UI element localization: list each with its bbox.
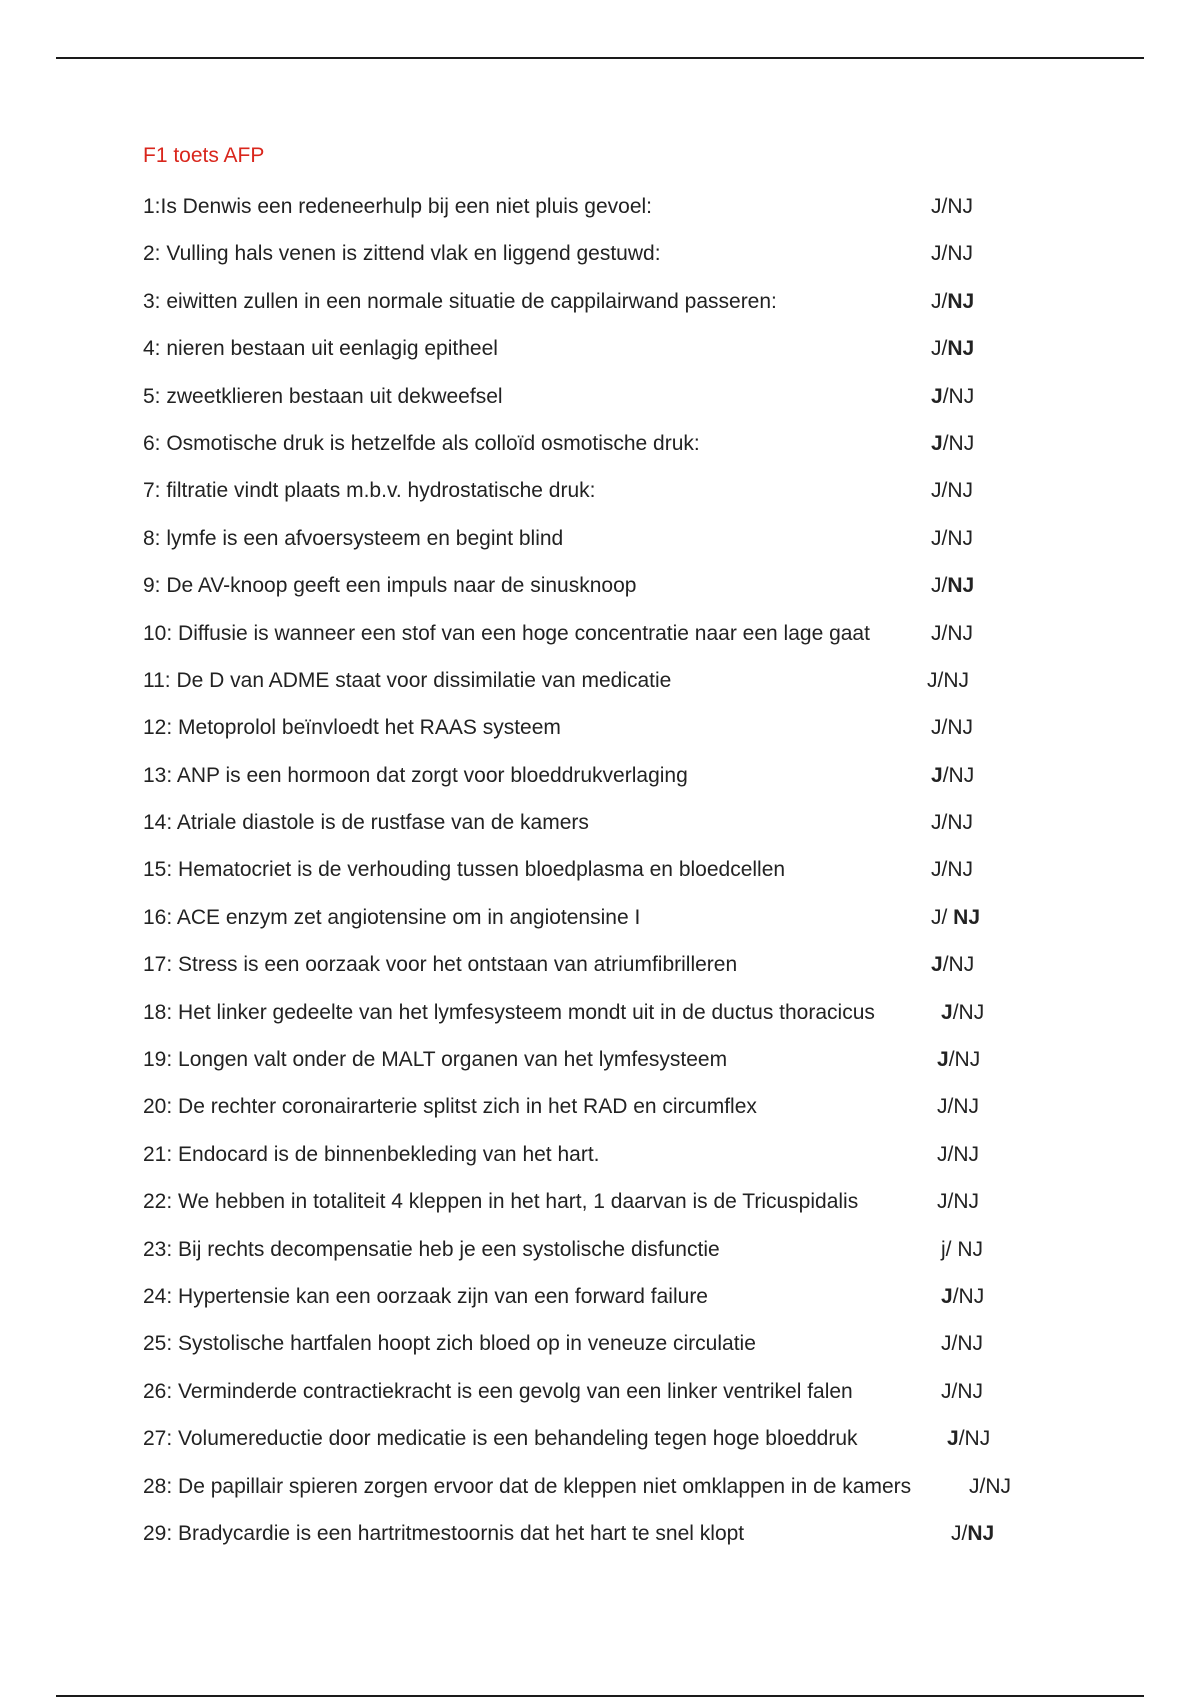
answer-option: NJ: [953, 1142, 980, 1166]
question-text: 23: Bij rechts decompensatie heb je een systolische disfunctie: [143, 1237, 720, 1261]
question-row: [143, 193, 1043, 240]
question-text: 28: De papillair spieren zorgen ervoor dat de kleppen niet omklappen in de kamers: [143, 1474, 912, 1498]
answer-option: J: [941, 1379, 952, 1403]
answer-option: NJ: [947, 289, 975, 313]
answer-options: [937, 1093, 979, 1121]
answer-options: [941, 1236, 983, 1264]
question-text: 10: Diffusie is wanneer een stof van een hoge concentratie naar een lage gaat: [143, 621, 870, 645]
answer-option: NJ: [953, 1095, 980, 1119]
answer-separator: /: [942, 953, 949, 977]
answer-options: [931, 762, 974, 790]
answer-options: [937, 1141, 979, 1169]
answer-option: J: [931, 289, 942, 313]
answer-option: J: [931, 574, 942, 598]
answer-option: J: [969, 1474, 980, 1498]
answer-option: J: [947, 1427, 959, 1451]
answer-option: J: [931, 621, 942, 645]
header-rule: [56, 57, 1144, 59]
answer-option: NJ: [947, 195, 974, 218]
question-text: 5: zweetklieren bestaan uit dekweefsel: [143, 384, 503, 408]
answer-option: NJ: [948, 431, 975, 455]
answer-separator: /: [942, 431, 949, 455]
answer-separator: /: [945, 1237, 958, 1261]
answer-option: NJ: [953, 1190, 980, 1214]
question-row: [143, 525, 1043, 572]
answer-option: J: [931, 242, 942, 266]
answer-options: [931, 951, 974, 979]
question-text: 12: Metoprolol beïnvloedt het RAAS systeem: [143, 716, 561, 740]
answer-option: NJ: [947, 716, 974, 740]
answer-separator: /: [951, 1379, 958, 1403]
answer-separator: /: [941, 195, 948, 218]
answer-option: NJ: [967, 1521, 995, 1545]
answer-separator: /: [951, 1332, 958, 1356]
answer-options: [969, 1473, 1011, 1501]
question-row: [143, 477, 1043, 524]
answer-separator: /: [942, 763, 949, 787]
question-row: [143, 1425, 1043, 1472]
answer-option: J: [937, 1190, 948, 1214]
question-row: [143, 1330, 1043, 1377]
answer-option: J: [931, 905, 942, 929]
answer-option: J: [931, 811, 942, 835]
question-text: 11: De D van ADME staat voor dissimilatie van medicatie: [143, 668, 672, 692]
answer-option: J: [931, 716, 942, 740]
answer-option: NJ: [943, 668, 970, 692]
answer-separator: /: [941, 905, 954, 929]
question-row: [143, 430, 1043, 477]
answer-option: NJ: [947, 574, 975, 598]
question-text: 29: Bradycardie is een hartritmestoornis dat het hart te snel klopt: [143, 1521, 745, 1545]
answer-option: NJ: [958, 1000, 985, 1024]
question-row: [143, 1520, 1043, 1567]
question-list: [143, 193, 1043, 1567]
question-row: [143, 667, 1043, 714]
question-text: 18: Het linker gedeelte van het lymfesysteem mondt uit in de ductus thoracicus: [143, 1000, 875, 1024]
question-text: 15: Hematocriet is de verhouding tussen bloedplasma en bloedcellen: [143, 858, 786, 882]
question-text: 13: ANP is een hormoon dat zorgt voor bloeddrukverlaging: [143, 763, 688, 787]
answer-separator: /: [952, 1284, 959, 1308]
answer-separator: /: [958, 1427, 965, 1451]
answer-options: [931, 714, 973, 742]
answer-options: [941, 1330, 983, 1358]
answer-option: NJ: [947, 858, 974, 882]
answer-separator: /: [941, 574, 948, 598]
answer-options: [941, 1283, 984, 1311]
answer-option: NJ: [957, 1332, 984, 1356]
question-text: 8: lymfe is een afvoersysteem en begint blind: [143, 526, 564, 550]
question-row: [143, 1283, 1043, 1330]
answer-options: [947, 1425, 990, 1453]
answer-option: J: [927, 668, 938, 692]
answer-option: NJ: [947, 479, 974, 503]
question-row: [143, 335, 1043, 382]
question-row: [143, 572, 1043, 619]
question-row: [143, 951, 1043, 998]
answer-option: NJ: [954, 1048, 981, 1072]
answer-separator: /: [941, 337, 948, 361]
question-row: [143, 288, 1043, 335]
question-row: [143, 809, 1043, 856]
footer-rule: [56, 1695, 1144, 1697]
answer-options: [931, 572, 974, 600]
answer-options: [931, 809, 973, 837]
answer-options: [931, 383, 974, 411]
answer-option: NJ: [985, 1474, 1012, 1498]
answer-option: J: [931, 526, 942, 550]
question-text: 20: De rechter coronairarterie splitst zich in het RAD en circumflex: [143, 1095, 757, 1119]
answer-option: NJ: [947, 621, 974, 645]
question-text: 2: Vulling hals venen is zittend vlak en liggend gestuwd:: [143, 242, 661, 266]
answer-option: NJ: [964, 1427, 991, 1451]
answer-separator: /: [961, 1521, 968, 1545]
answer-separator: /: [952, 1000, 959, 1024]
question-row: [143, 620, 1043, 667]
answer-option: J: [931, 763, 943, 787]
question-text: 3: eiwitten zullen in een normale situatie de cappilairwand passeren:: [143, 289, 777, 313]
answer-separator: /: [947, 1142, 954, 1166]
answer-separator: /: [941, 858, 948, 882]
answer-option: NJ: [958, 1284, 985, 1308]
question-text: 27: Volumereductie door medicatie is een behandeling tegen hoge bloeddruk: [143, 1427, 858, 1451]
document-title: F1 toets AFP: [143, 144, 265, 167]
question-row: [143, 762, 1043, 809]
answer-option: NJ: [948, 953, 975, 977]
answer-separator: /: [941, 289, 948, 313]
answer-options: [931, 430, 974, 458]
question-text: 17: Stress is een oorzaak voor het ontstaan van atriumfibrilleren: [143, 953, 738, 977]
answer-options: [931, 620, 973, 648]
answer-options: [931, 477, 973, 505]
answer-option: NJ: [947, 811, 974, 835]
answer-option: J: [937, 1048, 949, 1072]
question-text: 9: De AV-knoop geeft een impuls naar de sinusknoop: [143, 574, 637, 598]
answer-option: NJ: [953, 905, 981, 929]
answer-separator: /: [941, 811, 948, 835]
answer-separator: /: [941, 526, 948, 550]
answer-option: J: [941, 1332, 952, 1356]
question-text: 6: Osmotische druk is hetzelfde als colloïd osmotische druk:: [143, 431, 700, 455]
answer-option: J: [931, 479, 942, 503]
question-row: [143, 999, 1043, 1046]
answer-separator: /: [948, 1048, 955, 1072]
answer-option: J: [931, 431, 943, 455]
answer-option: NJ: [947, 526, 974, 550]
question-text: 21: Endocard is de binnenbekleding van het hart.: [143, 1142, 600, 1166]
answer-option: J: [931, 195, 942, 218]
answer-options: [931, 904, 980, 932]
answer-options: [937, 1046, 980, 1074]
question-text: 4: nieren bestaan uit eenlagig epitheel: [143, 337, 498, 361]
answer-option: NJ: [957, 1237, 984, 1261]
answer-options: [941, 1378, 983, 1406]
question-text: 26: Verminderde contractiekracht is een gevolg van een linker ventrikel falen: [143, 1379, 853, 1403]
answer-separator: /: [947, 1095, 954, 1119]
answer-separator: /: [937, 668, 944, 692]
answer-separator: /: [941, 716, 948, 740]
answer-option: J: [941, 1000, 953, 1024]
answer-option: NJ: [948, 384, 975, 408]
question-row: [143, 1188, 1043, 1235]
question-text: 1:Is Denwis een redeneerhulp bij een niet pluis gevoel:: [143, 195, 652, 218]
answer-option: J: [931, 858, 942, 882]
answer-option: J: [931, 384, 943, 408]
answer-separator: /: [941, 479, 948, 503]
question-text: 16: ACE enzym zet angiotensine om in angiotensine I: [143, 905, 641, 929]
question-text: 24: Hypertensie kan een oorzaak zijn van een forward failure: [143, 1284, 708, 1308]
answer-options: [931, 856, 973, 884]
answer-option: NJ: [947, 242, 974, 266]
answer-options: [931, 240, 973, 268]
answer-option: j: [941, 1237, 946, 1261]
answer-option: J: [951, 1521, 962, 1545]
question-row: [143, 1236, 1043, 1283]
answer-options: [951, 1520, 994, 1548]
question-row: [143, 1093, 1043, 1140]
question-row: [143, 904, 1043, 951]
answer-option: J: [931, 953, 943, 977]
answer-separator: /: [979, 1474, 986, 1498]
answer-options: [931, 525, 973, 553]
answer-options: [927, 667, 969, 695]
answer-options: [931, 335, 974, 363]
answer-separator: /: [947, 1190, 954, 1214]
answer-option: NJ: [957, 1379, 984, 1403]
question-row: [143, 1378, 1043, 1425]
answer-option: J: [937, 1142, 948, 1166]
answer-options: [931, 288, 974, 316]
question-row: [143, 1046, 1043, 1093]
answer-options: [931, 193, 973, 221]
question-row: [143, 714, 1043, 761]
answer-option: NJ: [948, 763, 975, 787]
question-text: 22: We hebben in totaliteit 4 kleppen in het hart, 1 daarvan is de Tricuspidalis: [143, 1190, 859, 1214]
question-row: [143, 383, 1043, 430]
answer-option: J: [931, 337, 942, 361]
answer-option: NJ: [947, 337, 975, 361]
question-row: [143, 240, 1043, 287]
question-text: 7: filtratie vindt plaats m.b.v. hydrostatische druk:: [143, 479, 596, 503]
answer-options: [937, 1188, 979, 1216]
question-text: 25: Systolische hartfalen hoopt zich bloed op in veneuze circulatie: [143, 1332, 756, 1356]
answer-separator: /: [941, 621, 948, 645]
answer-separator: /: [942, 384, 949, 408]
answer-separator: /: [941, 242, 948, 266]
answer-options: [941, 999, 984, 1027]
answer-option: J: [941, 1284, 953, 1308]
question-row: [143, 1473, 1043, 1520]
question-row: [143, 856, 1043, 903]
question-row: [143, 1141, 1043, 1188]
question-text: 19: Longen valt onder de MALT organen van het lymfesysteem: [143, 1048, 728, 1072]
question-text: 14: Atriale diastole is de rustfase van de kamers: [143, 811, 589, 835]
answer-option: J: [937, 1095, 948, 1119]
